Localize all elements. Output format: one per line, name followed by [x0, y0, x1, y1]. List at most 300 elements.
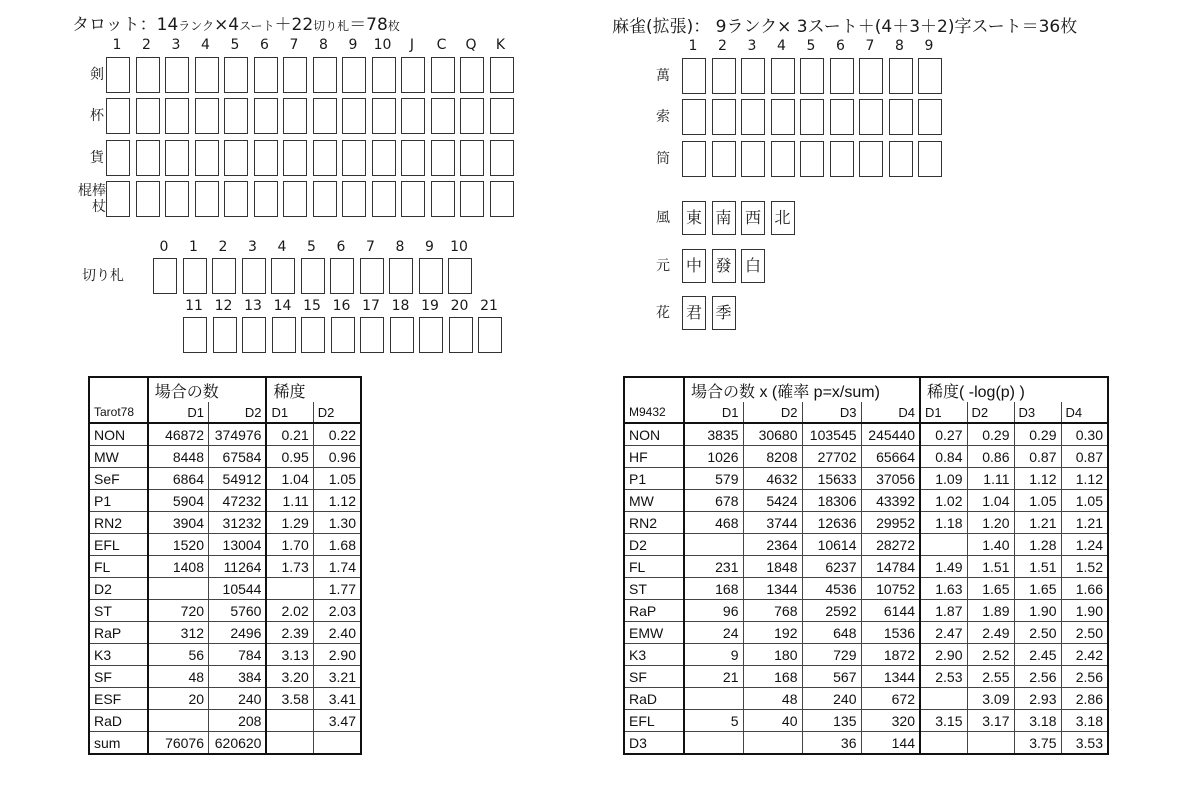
table-cell: 2.50	[1061, 622, 1108, 644]
table-cell: 2.50	[1014, 622, 1061, 644]
trump-number: 2	[218, 239, 228, 255]
tile-slot	[830, 58, 854, 94]
table-row	[89, 688, 361, 710]
rank-label: 4	[777, 38, 786, 54]
table-cell: 5	[684, 710, 743, 732]
card-slot	[313, 98, 337, 134]
rank-label: 9	[348, 37, 358, 53]
tile-slot	[830, 141, 854, 177]
honor-label: 花	[656, 305, 670, 321]
table-cell: 1.02	[920, 490, 967, 512]
table-cell	[684, 534, 743, 556]
table-cell: 2.52	[967, 644, 1014, 666]
table-cell: 10544	[209, 578, 267, 600]
table-cell: 1.65	[1014, 578, 1061, 600]
tile-slot	[889, 141, 913, 177]
row-label: D2	[624, 534, 684, 556]
table-cell: 2.93	[1014, 688, 1061, 710]
row-label: ST	[89, 600, 148, 622]
table-cell: 3744	[743, 512, 802, 534]
table-cell: 1.52	[1061, 556, 1108, 578]
table-cell: 1.29	[266, 512, 313, 534]
row-label: sum	[89, 732, 148, 755]
table-cell: 135	[802, 710, 861, 732]
tile-slot	[800, 58, 824, 94]
trump-card-slot	[449, 317, 473, 353]
table-cell: 1.21	[1014, 512, 1061, 534]
column-header: D4	[1061, 402, 1108, 423]
rank-label: K	[495, 37, 506, 53]
title-part: ＝78	[349, 15, 388, 35]
column-header: D1	[266, 402, 313, 423]
table-cell: 240	[209, 688, 267, 710]
card-slot	[254, 98, 278, 134]
card-slot	[372, 98, 396, 134]
title-part: スート	[239, 19, 275, 33]
card-slot	[136, 57, 160, 93]
tile-slot	[830, 99, 854, 135]
rank-label: 2	[718, 38, 727, 54]
table-cell: 21	[684, 666, 743, 688]
table-cell: 240	[802, 688, 861, 710]
group-header-row	[89, 377, 361, 402]
table-cell: 1.12	[313, 490, 361, 512]
group-header-count: 場合の数 x (確率 p=x/sum)	[684, 377, 920, 402]
table-cell: 27702	[802, 446, 861, 468]
rank-label: 4	[201, 37, 210, 53]
trump-card-slot	[389, 258, 413, 294]
table-cell: 40	[743, 710, 802, 732]
rank-label: 5	[806, 38, 816, 54]
table-cell: 1.40	[967, 534, 1014, 556]
title-part: 切り札	[313, 19, 350, 33]
corner-label: M9432	[624, 402, 684, 423]
table-cell: 3.15	[920, 710, 967, 732]
trump-card-slot	[212, 258, 236, 294]
table-cell: 56	[148, 644, 209, 666]
column-header-row	[89, 402, 361, 423]
table-cell: 18306	[802, 490, 861, 512]
table-cell: 1.63	[920, 578, 967, 600]
table-cell: 1848	[743, 556, 802, 578]
trump-number: 10	[450, 239, 468, 255]
honor-label: 風	[656, 210, 670, 226]
table-cell: 2.49	[967, 622, 1014, 644]
card-slot	[460, 181, 484, 217]
table-cell: 2364	[743, 534, 802, 556]
trump-card-slot	[331, 317, 355, 353]
suit-label: 貨	[90, 150, 104, 166]
table-cell: 579	[684, 468, 743, 490]
rank-label: 5	[230, 37, 240, 53]
table-cell	[148, 710, 209, 732]
trump-number: 17	[362, 298, 380, 314]
card-slot	[224, 181, 248, 217]
table-cell: 48	[148, 666, 209, 688]
table-cell: 3.58	[266, 688, 313, 710]
table-cell: 2.39	[266, 622, 313, 644]
trump-card-slot	[390, 317, 414, 353]
group-header-row	[624, 377, 1108, 402]
honor-tile: 南	[712, 201, 736, 235]
table-cell	[684, 732, 743, 755]
table-cell: 567	[802, 666, 861, 688]
trump-number: 20	[450, 298, 469, 314]
table-cell: 168	[684, 578, 743, 600]
table-cell	[148, 578, 209, 600]
table-cell	[684, 688, 743, 710]
table-cell: 20	[148, 688, 209, 710]
table-cell: 0.87	[1061, 446, 1108, 468]
table-cell: 3.18	[1014, 710, 1061, 732]
table-cell: 43392	[861, 490, 920, 512]
table-cell: 468	[684, 512, 743, 534]
table-cell: 729	[802, 644, 861, 666]
table-cell: 1536	[861, 622, 920, 644]
card-slot	[431, 140, 455, 176]
table-cell: 1.65	[967, 578, 1014, 600]
row-label: MW	[89, 446, 148, 468]
tile-slot	[771, 141, 795, 177]
table-cell: 1.51	[1014, 556, 1061, 578]
table-row	[89, 622, 361, 644]
table-cell: 1.74	[313, 556, 361, 578]
table-cell: 3.47	[313, 710, 361, 732]
table-cell: 2.40	[313, 622, 361, 644]
trump-card-slot	[448, 258, 472, 294]
rank-label: 1	[112, 37, 122, 53]
suit-label: 棍棒 杖	[78, 183, 106, 215]
rank-label: C	[436, 37, 447, 53]
table-row	[624, 512, 1108, 534]
table-cell	[313, 732, 361, 755]
table-cell: 3.09	[967, 688, 1014, 710]
table-cell: 2496	[209, 622, 267, 644]
card-slot	[254, 140, 278, 176]
table-cell: 6237	[802, 556, 861, 578]
card-slot	[460, 98, 484, 134]
row-label: RN2	[89, 512, 148, 534]
tile-slot	[859, 58, 883, 94]
column-header: D2	[743, 402, 802, 423]
table-cell: 1.73	[266, 556, 313, 578]
table-cell: 36	[802, 732, 861, 755]
column-header: D1	[920, 402, 967, 423]
trump-card-slot	[272, 317, 296, 353]
table-cell: 1.68	[313, 534, 361, 556]
mahjong-rarity-table	[623, 376, 1109, 755]
row-label: SF	[89, 666, 148, 688]
table-cell: 1026	[684, 446, 743, 468]
card-slot	[460, 140, 484, 176]
card-slot	[372, 57, 396, 93]
table-cell: 1520	[148, 534, 209, 556]
trump-number: 19	[421, 298, 439, 314]
corner-label: Tarot78	[89, 402, 148, 423]
trump-number: 1	[189, 239, 198, 255]
table-cell: 672	[861, 688, 920, 710]
table-cell: 1.12	[1061, 468, 1108, 490]
card-slot	[106, 181, 130, 217]
column-header: D2	[967, 402, 1014, 423]
table-cell: 1.51	[967, 556, 1014, 578]
tile-slot	[712, 99, 736, 135]
table-cell: 720	[148, 600, 209, 622]
table-row	[624, 468, 1108, 490]
trump-number: 6	[336, 239, 346, 255]
table-cell: 2.02	[266, 600, 313, 622]
table-cell: 10614	[802, 534, 861, 556]
card-slot	[283, 140, 307, 176]
row-label: SeF	[89, 468, 148, 490]
tile-slot	[800, 99, 824, 135]
card-slot	[490, 98, 514, 134]
rank-label: 2	[142, 37, 151, 53]
table-cell: 37056	[861, 468, 920, 490]
trump-number: 4	[277, 239, 287, 255]
table-cell: 1.20	[967, 512, 1014, 534]
table-cell: 1.12	[1014, 468, 1061, 490]
rank-label: 3	[747, 38, 757, 54]
trump-number: 0	[159, 239, 169, 255]
trump-number: 13	[244, 298, 262, 314]
table-cell: 13004	[209, 534, 267, 556]
tarot-title	[72, 10, 400, 35]
table-cell: 0.29	[967, 423, 1014, 446]
rank-label: 1	[688, 38, 698, 54]
table-cell: 648	[802, 622, 861, 644]
card-slot	[490, 57, 514, 93]
honor-tile: 西	[741, 201, 765, 235]
table-cell: 0.96	[313, 446, 361, 468]
table-cell: 678	[684, 490, 743, 512]
corner-cell	[624, 377, 684, 402]
table-cell: 231	[684, 556, 743, 578]
rank-label: 10	[373, 37, 392, 53]
row-label: MW	[624, 490, 684, 512]
trump-card-slot	[478, 317, 502, 353]
table-cell: 31232	[209, 512, 267, 534]
table-cell: 3.53	[1061, 732, 1108, 755]
table-cell: 0.87	[1014, 446, 1061, 468]
table-cell: 46872	[148, 423, 209, 446]
table-row	[624, 578, 1108, 600]
table-row	[624, 666, 1108, 688]
honor-tile: 季	[712, 296, 736, 330]
rank-label: 8	[319, 37, 328, 53]
table-cell: 2.42	[1061, 644, 1108, 666]
row-label: EFL	[624, 710, 684, 732]
card-slot	[165, 57, 189, 93]
card-slot	[136, 181, 160, 217]
table-cell: 1.11	[266, 490, 313, 512]
table-cell: 1344	[861, 666, 920, 688]
table-cell: 1.89	[967, 600, 1014, 622]
table-cell	[266, 732, 313, 755]
table-cell: 2.90	[313, 644, 361, 666]
table-cell: 1.77	[313, 578, 361, 600]
table-cell: 1.90	[1014, 600, 1061, 622]
card-slot	[136, 98, 160, 134]
table-cell: 12636	[802, 512, 861, 534]
honor-tile: 白	[741, 249, 765, 283]
tile-slot	[771, 99, 795, 135]
rank-label: 7	[289, 37, 299, 53]
card-slot	[195, 140, 219, 176]
table-cell: 0.29	[1014, 423, 1061, 446]
table-cell: 245440	[861, 423, 920, 446]
rank-label: 6	[836, 38, 845, 54]
trump-card-slot	[183, 317, 207, 353]
table-cell: 0.30	[1061, 423, 1108, 446]
table-cell: 2.55	[967, 666, 1014, 688]
table-cell: 24	[684, 622, 743, 644]
rank-label: Q	[465, 37, 477, 53]
tile-slot	[682, 58, 706, 94]
trump-label: 切り札	[82, 268, 124, 284]
card-slot	[224, 98, 248, 134]
table-cell: 1.05	[1014, 490, 1061, 512]
trump-card-slot	[242, 258, 266, 294]
table-cell: 144	[861, 732, 920, 755]
trump-card-slot	[213, 317, 237, 353]
trump-number: 15	[303, 298, 321, 314]
row-label: FL	[624, 556, 684, 578]
honor-tile: 中	[682, 249, 706, 283]
table-cell: 65664	[861, 446, 920, 468]
honor-tile: 發	[712, 249, 736, 283]
honor-label: 元	[656, 258, 670, 274]
table-cell: 1.05	[1061, 490, 1108, 512]
table-cell: 3.20	[266, 666, 313, 688]
trump-card-slot	[271, 258, 295, 294]
card-slot	[431, 57, 455, 93]
card-slot	[195, 57, 219, 93]
row-label: RaD	[624, 688, 684, 710]
table-cell: 9	[684, 644, 743, 666]
table-cell: 4632	[743, 468, 802, 490]
trump-card-slot	[242, 317, 266, 353]
rank-label: 7	[865, 38, 875, 54]
table-cell: 14784	[861, 556, 920, 578]
table-cell: 96	[684, 600, 743, 622]
table-cell: 1.66	[1061, 578, 1108, 600]
card-slot	[254, 181, 278, 217]
table-cell: 8448	[148, 446, 209, 468]
table-row	[624, 423, 1108, 446]
card-slot	[224, 57, 248, 93]
rank-label: 9	[924, 38, 934, 54]
row-label: P1	[89, 490, 148, 512]
table-cell: 384	[209, 666, 267, 688]
column-header: D3	[1014, 402, 1061, 423]
table-cell: 1.21	[1061, 512, 1108, 534]
tile-slot	[859, 99, 883, 135]
card-slot	[195, 98, 219, 134]
table-cell: 2.86	[1061, 688, 1108, 710]
card-slot	[431, 98, 455, 134]
table-cell: 0.84	[920, 446, 967, 468]
table-cell: 1.90	[1061, 600, 1108, 622]
table-row	[89, 710, 361, 732]
row-label: RaD	[89, 710, 148, 732]
table-cell: 2.03	[313, 600, 361, 622]
table-cell: 1.05	[313, 468, 361, 490]
table-cell: 768	[743, 600, 802, 622]
table-cell	[920, 688, 967, 710]
table-row	[89, 446, 361, 468]
card-slot	[195, 181, 219, 217]
table-cell: 76076	[148, 732, 209, 755]
tile-slot	[741, 99, 765, 135]
column-header: D2	[313, 402, 361, 423]
card-slot	[283, 98, 307, 134]
table-cell: 0.95	[266, 446, 313, 468]
trump-card-slot	[301, 317, 325, 353]
card-slot	[401, 98, 425, 134]
table-cell: 1.87	[920, 600, 967, 622]
table-row	[624, 732, 1108, 755]
rank-label: 6	[260, 37, 269, 53]
tile-slot	[712, 58, 736, 94]
tarot-rarity-table	[88, 376, 362, 755]
table-cell: 3835	[684, 423, 743, 446]
trump-number: 7	[366, 239, 375, 255]
table-cell: 54912	[209, 468, 267, 490]
table-row	[624, 644, 1108, 666]
trump-card-slot	[183, 258, 207, 294]
trump-number: 12	[214, 298, 233, 314]
corner-cell	[89, 377, 148, 402]
table-cell: 3.18	[1061, 710, 1108, 732]
table-cell: 1408	[148, 556, 209, 578]
table-cell: 0.22	[313, 423, 361, 446]
table-cell: 1.28	[1014, 534, 1061, 556]
table-cell: 1.04	[967, 490, 1014, 512]
row-label: D2	[89, 578, 148, 600]
table-row	[89, 512, 361, 534]
card-slot	[283, 181, 307, 217]
row-label: K3	[624, 644, 684, 666]
tile-slot	[682, 141, 706, 177]
row-label: RaP	[624, 600, 684, 622]
table-row	[624, 490, 1108, 512]
mahjong-title: 麻雀(拡張)： 9ランク× 3スート＋(4＋3＋2)字スート＝36枚	[612, 17, 1078, 37]
trump-number: 5	[307, 239, 316, 255]
column-header: D3	[802, 402, 861, 423]
table-cell: 620620	[209, 732, 267, 755]
table-cell: 3904	[148, 512, 209, 534]
row-label: ST	[624, 578, 684, 600]
suit-label: 杯	[90, 108, 104, 124]
card-slot	[401, 57, 425, 93]
title-part: タロット：14	[72, 15, 179, 35]
table-row	[624, 688, 1108, 710]
table-cell	[920, 732, 967, 755]
table-cell: 1.49	[920, 556, 967, 578]
tile-slot	[889, 58, 913, 94]
trump-number: 9	[425, 239, 434, 255]
table-cell: 374976	[209, 423, 267, 446]
table-cell: 1.18	[920, 512, 967, 534]
card-slot	[490, 140, 514, 176]
table-cell: 6144	[861, 600, 920, 622]
row-label: P1	[624, 468, 684, 490]
tile-slot	[682, 99, 706, 135]
table-cell	[266, 578, 313, 600]
card-slot	[224, 140, 248, 176]
column-header: D1	[684, 402, 743, 423]
